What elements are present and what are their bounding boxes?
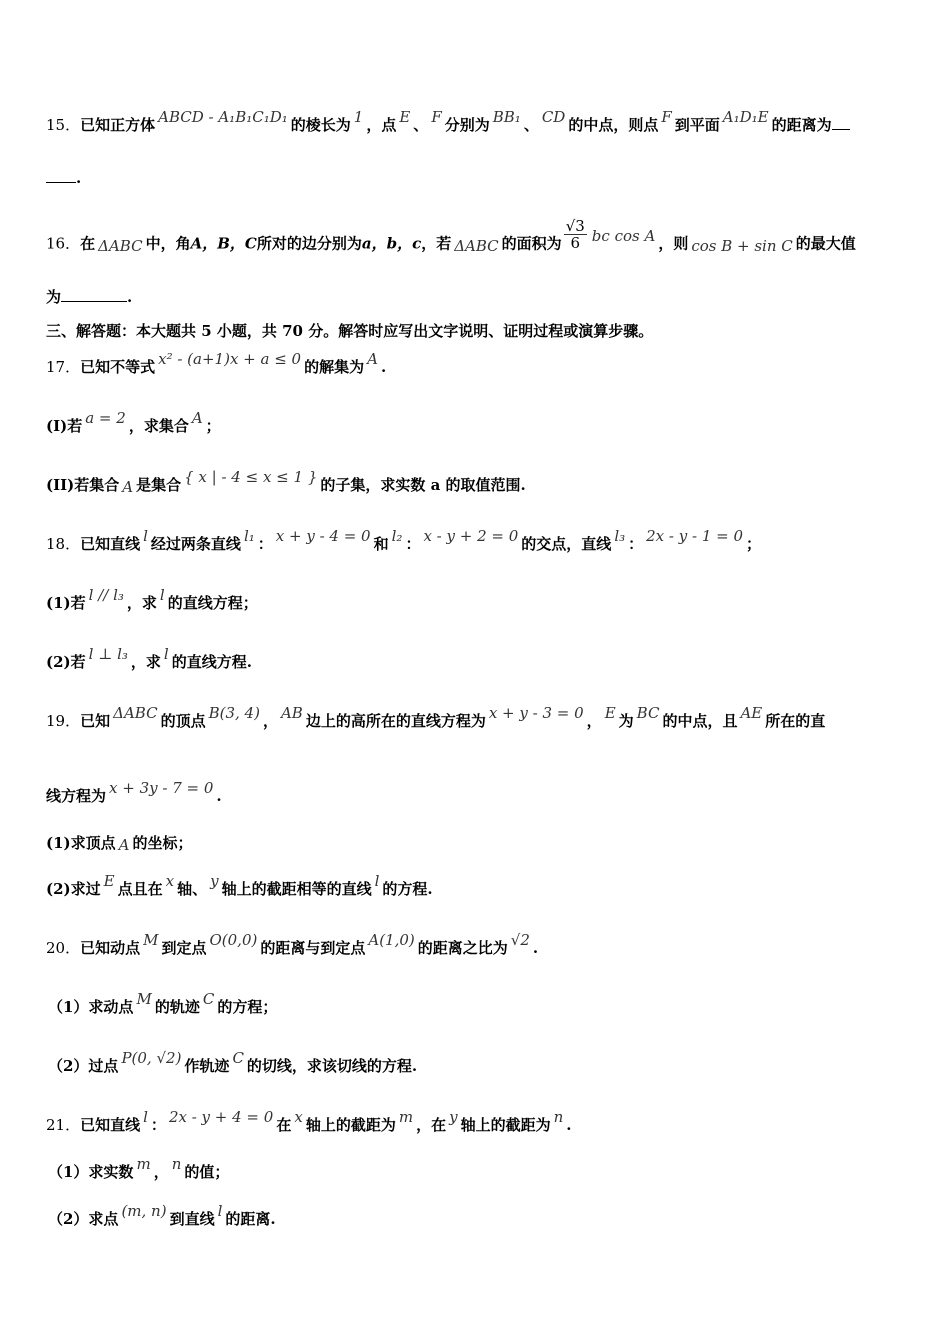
text: 的坐标； <box>132 834 193 852</box>
text: ： <box>257 535 273 553</box>
text: ，在 <box>416 1116 447 1134</box>
question-17-part-1 <box>46 409 910 436</box>
text: 的方程. <box>382 880 433 898</box>
text: 中，角 <box>145 234 191 253</box>
math-expression: E <box>103 872 115 890</box>
text: a，b，c <box>361 234 422 253</box>
math-expression: AB <box>280 704 303 722</box>
math-expression: A <box>122 478 134 496</box>
math-expression: x <box>165 872 175 890</box>
math-expression: a = 2 <box>85 409 126 427</box>
math-expression: x + y - 4 = 0 <box>275 527 371 545</box>
math-expression: ΔABC <box>113 704 158 722</box>
text: ； <box>205 417 221 435</box>
question-number: 18． <box>46 535 81 553</box>
text: ： <box>150 1116 166 1134</box>
text: ； <box>746 535 762 553</box>
math-expression: A₁D₁E <box>722 108 769 126</box>
text: 的面积为 <box>501 234 562 253</box>
text: . <box>127 288 133 306</box>
question-18 <box>46 527 910 554</box>
text: (1)若 <box>46 594 86 612</box>
text: 的距离之比为 <box>417 939 508 957</box>
math-expression: cos B + sin C <box>691 236 793 255</box>
math-expression: x + 3y - 7 = 0 <box>109 779 214 797</box>
text: ，若 <box>421 234 452 253</box>
math-expression: E <box>399 108 411 126</box>
answer-blank <box>46 168 76 183</box>
question-18-part-2 <box>46 645 910 672</box>
text: 的中点，则点 <box>568 116 659 134</box>
math-expression: l <box>217 1202 223 1220</box>
fraction <box>564 218 587 251</box>
text: 轴、 <box>177 880 208 898</box>
question-19-cont <box>46 779 910 806</box>
math-expression: l₁ <box>243 527 255 545</box>
text: . <box>532 939 539 957</box>
text: (I)若 <box>46 417 83 435</box>
question-20-part-1 <box>48 990 910 1017</box>
text: 已知直线 <box>80 1116 141 1134</box>
text: ，则 <box>658 234 689 253</box>
math-expression: AE <box>740 704 763 722</box>
section-heading: 三、解答题：本大题共 5 小题，共 70 分。解答时应写出文字说明、证明过程或演算步骤。 <box>46 322 654 340</box>
text: 的最大值 <box>795 234 856 253</box>
text: (2)若 <box>46 653 86 671</box>
math-expression: A <box>118 836 130 854</box>
text: 分别为 <box>444 116 490 134</box>
question-21 <box>46 1108 910 1135</box>
math-expression: m <box>398 1108 414 1126</box>
math-expression: B(3, 4) <box>208 704 260 722</box>
math-expression: P(0, √2) <box>121 1049 182 1067</box>
math-expression: l <box>163 645 169 663</box>
math-expression: l <box>143 527 148 545</box>
math-expression: 2x - y - 1 = 0 <box>646 527 744 545</box>
math-expression: n <box>553 1108 564 1126</box>
text: ，点 <box>366 116 397 134</box>
text: . <box>216 787 222 805</box>
question-19-part-1 <box>46 833 910 853</box>
math-expression: A <box>191 409 203 427</box>
text: 的中点，且 <box>662 712 738 730</box>
math-expression: x <box>294 1108 303 1126</box>
math-expression: x + y - 3 = 0 <box>488 704 584 722</box>
text: ， <box>153 1163 169 1181</box>
text: 是集合 <box>136 476 182 494</box>
text: 已知直线 <box>80 535 141 553</box>
text: 的直线方程. <box>171 653 252 671</box>
math-expression: F <box>661 108 672 126</box>
math-expression: ΔABC <box>454 236 499 255</box>
text: 为 <box>46 288 62 306</box>
math-expression: x² - (a+1)x + a ≤ 0 <box>158 350 302 368</box>
text: ，求集合 <box>128 417 189 435</box>
text: A，B，C <box>190 234 257 253</box>
question-21-part-2 <box>48 1202 910 1229</box>
fraction-denominator: 6 <box>570 234 581 252</box>
text: (2)求过 <box>46 880 101 898</box>
math-expression: l // l₃ <box>88 586 124 604</box>
text: 的棱长为 <box>290 116 351 134</box>
math-expression: l <box>374 872 380 890</box>
math-expression: BB₁ <box>492 108 521 126</box>
question-19 <box>46 704 910 731</box>
math-expression: C <box>232 1049 244 1067</box>
math-expression: l₂ <box>391 527 403 545</box>
text: . <box>76 169 82 187</box>
text: 经过两条直线 <box>150 535 241 553</box>
math-expression: A <box>367 350 378 368</box>
text: 轴上的截距相等的直线 <box>221 880 372 898</box>
fraction-numerator: √3 <box>565 217 585 235</box>
text: 点且在 <box>117 880 163 898</box>
text: ： <box>628 535 644 553</box>
text: ， <box>262 712 278 730</box>
question-18-part-1 <box>46 586 910 613</box>
text: 和 <box>373 535 389 553</box>
question-21-part-1 <box>48 1155 910 1182</box>
text: 轴上的截距为 <box>460 1116 551 1134</box>
math-expression: M <box>136 990 152 1008</box>
question-16-cont <box>46 287 910 307</box>
question-number: 19． <box>46 712 81 730</box>
math-expression: E <box>604 704 616 722</box>
text: 已知不等式 <box>80 358 156 376</box>
math-expression: (m, n) <box>121 1202 167 1220</box>
math-expression: bc cos A <box>591 226 656 245</box>
math-expression: 1 <box>353 108 364 126</box>
math-expression: l <box>159 586 165 604</box>
question-number: 20． <box>46 939 81 957</box>
text: 的距离与到定点 <box>260 939 366 957</box>
math-expression: { x | - 4 ≤ x ≤ 1 } <box>184 468 318 486</box>
math-expression: ΔABC <box>98 236 143 255</box>
text: 的直线方程； <box>167 594 258 612</box>
text: 到直线 <box>169 1210 215 1228</box>
question-number: 17． <box>46 358 81 376</box>
math-expression: x - y + 2 = 0 <box>423 527 519 545</box>
math-expression: l₃ <box>614 527 626 545</box>
question-number: 16． <box>46 234 81 253</box>
math-expression: y <box>210 872 219 890</box>
text: 到平面 <box>674 116 720 134</box>
question-20-part-2 <box>48 1049 910 1076</box>
answer-blank <box>61 287 127 302</box>
math-expression: F <box>431 108 442 126</box>
text: 的距离. <box>225 1210 276 1228</box>
text: 轴上的截距为 <box>305 1116 396 1134</box>
text: 、 <box>413 116 429 134</box>
math-expression: √2 <box>510 931 530 949</box>
text: 的子集，求实数 a 的取值范围. <box>320 476 526 494</box>
text: (1)求顶点 <box>46 834 116 852</box>
question-17 <box>46 350 910 377</box>
question-19-part-2 <box>46 872 910 899</box>
math-expression: n <box>171 1155 182 1173</box>
text: 已知 <box>80 712 111 730</box>
text: 的解集为 <box>304 358 365 376</box>
text: 已知正方体 <box>80 116 156 134</box>
question-16 <box>46 217 910 261</box>
text: 的方程； <box>217 998 278 1016</box>
math-expression: y <box>449 1108 458 1126</box>
text: 线方程为 <box>46 787 107 805</box>
text: ： <box>405 535 421 553</box>
question-15-cont <box>46 168 910 188</box>
question-15 <box>46 108 910 135</box>
math-expression: BC <box>636 704 660 722</box>
text: ，求 <box>130 653 161 671</box>
text: 作轨迹 <box>184 1057 230 1075</box>
math-expression: O(0,0) <box>209 931 258 949</box>
math-expression: M <box>143 931 159 949</box>
text: ， <box>586 712 602 730</box>
text: 所在的直 <box>765 712 826 730</box>
math-expression: m <box>136 1155 151 1173</box>
question-20 <box>46 931 910 958</box>
text: . <box>566 1116 572 1134</box>
answer-blank <box>832 115 850 130</box>
text: 的轨迹 <box>154 998 200 1016</box>
text: 到定点 <box>161 939 207 957</box>
math-expression: l ⊥ l₃ <box>88 645 128 663</box>
text: 已知动点 <box>80 939 141 957</box>
text: （1）求实数 <box>48 1163 134 1181</box>
text: (II)若集合 <box>46 476 120 494</box>
text: 边上的高所在的直线方程为 <box>305 712 486 730</box>
math-expression: C <box>202 990 215 1008</box>
question-number: 21． <box>46 1116 81 1134</box>
math-expression: 2x - y + 4 = 0 <box>168 1108 274 1126</box>
text: 、 <box>523 116 539 134</box>
text: 在 <box>276 1116 292 1134</box>
text: . <box>380 358 387 376</box>
text: 为 <box>618 712 634 730</box>
math-expression: A(1,0) <box>368 931 415 949</box>
text: （1）求动点 <box>48 998 134 1016</box>
text: 的值； <box>184 1163 230 1181</box>
question-number: 15． <box>46 116 81 134</box>
text: 的距离为 <box>771 116 832 134</box>
math-expression: l <box>143 1108 148 1126</box>
math-expression: CD <box>541 108 566 126</box>
text: （2）过点 <box>48 1057 119 1075</box>
text: 在 <box>80 234 96 253</box>
text: 的顶点 <box>160 712 206 730</box>
text: ，求 <box>126 594 157 612</box>
question-17-part-2 <box>46 468 910 496</box>
text: （2）求点 <box>48 1210 119 1228</box>
text: 的交点，直线 <box>521 535 612 553</box>
math-expression: ABCD - A₁B₁C₁D₁ <box>158 108 288 126</box>
text: 所对的边分别为 <box>256 234 362 253</box>
text: 的切线，求该切线的方程. <box>246 1057 418 1075</box>
